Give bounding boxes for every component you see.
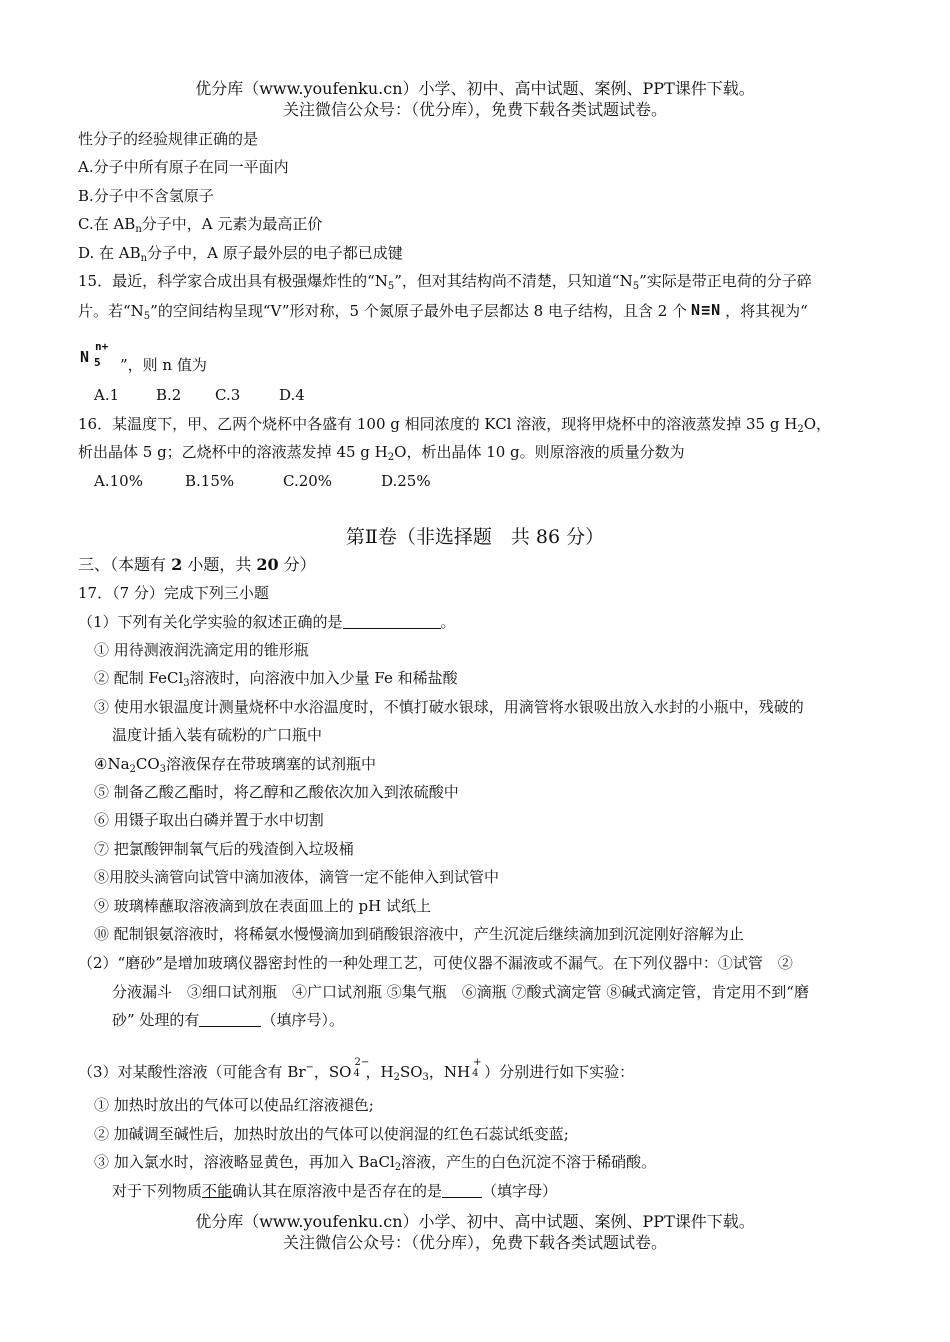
- q15-option-d: D.4: [279, 386, 305, 404]
- q14-option-b: B.分子中不含氢原子: [78, 187, 214, 205]
- q17-item-2: ② 配制 FeCl$_3$溶液时，向溶液中加入少量 Fe 和稀盐酸: [94, 669, 458, 689]
- header-line-1: 优分库（www.youfenku.cn）小学、初中、高中试题、案例、PPT课件下载。: [195, 79, 755, 98]
- n5-ion-formula: N 5 n+: [80, 340, 109, 369]
- q17-item-7: ⑦ 把氯酸钾制氧气后的残渣倒入垃圾桶: [94, 840, 354, 858]
- triple-bond-formula: N≡N: [691, 301, 722, 319]
- sulfate-charge: 2− 4: [353, 1057, 370, 1079]
- header-line-2: 关注微信公众号：（优分库），免费下载各类试题试卷。: [282, 100, 667, 119]
- q16-line-2: 析出晶体 5 g；乙烧杯中的溶液蒸发掉 45 g $H_2O$，析出晶体 10 g。则原溶液的质量分数为: [78, 443, 685, 463]
- q17-experiment-2: ② 加碱调至碱性后，加热时放出的气体可以使润湿的红色石蕊试纸变蓝;: [94, 1125, 569, 1143]
- q17-final-question: 对于下列物质不能确认其在原溶液中是否存在的是 （填字母）: [112, 1182, 558, 1200]
- q17-experiment-3: ③ 加入氯水时，溶液略显黄色，再加入 BaCl$_2$溶液，产生的白色沉淀不溶于稀硝酸。: [94, 1153, 657, 1173]
- q15-option-a: A.1: [94, 386, 120, 404]
- q17-item-1: ① 用待测液润洗滴定用的锥形瓶: [94, 641, 309, 659]
- q17-part-2-line-1: （2）“磨砂”是增加玻璃仪器密封性的一种处理工艺，可使仪器不漏液或不漏气。在下列仪器中：①试管 ②: [78, 954, 793, 972]
- q16-option-d: D.25%: [381, 472, 431, 490]
- footer-line-2: 关注微信公众号：（优分库），免费下载各类试题试卷。: [282, 1233, 667, 1252]
- q17-part-2-line-2: 分液漏斗 ③细口试剂瓶 ④广口试剂瓶 ⑤集气瓶 ⑥滴瓶 ⑦酸式滴定管 ⑧碱式滴定管，肯定用不到“磨: [112, 983, 809, 1001]
- q15-line-1: 15．最近，科学家合成出具有极强爆炸性的“$N_5$”，但对其结构尚不清楚，只知道“$N_5$”实际是带正电荷的分子碎: [78, 272, 812, 292]
- q17-experiment-1: ① 加热时放出的气体可以使品红溶液褪色;: [94, 1096, 374, 1114]
- q15-line-2: 片。若“$N_5$”的空间结构呈现“V”形对称，5 个氮原子最外电子层都达 8 电子结构，且含 2 个 N≡N ，将其视为“: [78, 301, 808, 322]
- q15-options: [94, 385, 305, 405]
- q15-line-3: ”，则 n 值为: [120, 356, 207, 374]
- q15-option-b: B.2: [156, 386, 182, 404]
- q17-item-3b: 温度计插入装有硫粉的广口瓶中: [112, 726, 323, 744]
- q17-item-3a: ③ 使用水银温度计测量烧杯中水浴温度时，不慎打破水银球，用滴管将水银吸出放入水封的小瓶中，残破的: [94, 698, 804, 716]
- q14-option-a: A.分子中所有原子在同一平面内: [78, 158, 289, 176]
- answer-blank-3[interactable]: [442, 1183, 482, 1198]
- ammonium-charge: + 4: [472, 1057, 482, 1079]
- q17-item-5: ⑤ 制备乙酸乙酯时，将乙醇和乙酸依次加入到浓硫酸中: [94, 783, 459, 801]
- q17-item-6: ⑥ 用镊子取出白磷并置于水中切割: [94, 811, 324, 829]
- q17-item-10: ⑩ 配制银氨溶液时，将稀氨水慢慢滴加到硝酸银溶液中，产生沉淀后继续滴加到沉淀刚好溶解为止: [94, 925, 744, 943]
- q17-part-1: （1）下列有关化学实验的叙述正确的是 。: [78, 613, 456, 631]
- q14-option-d: D. 在 $AB_n$分子中，A 原子最外层的电子都已成键: [78, 244, 403, 264]
- q17-item-8: ⑧用胶头滴管向试管中滴加液体，滴管一定不能伸入到试管中: [94, 868, 500, 886]
- q14-option-c: C.在 $AB_n$分子中，A 元素为最高正价: [78, 215, 323, 235]
- q17-item-4: $④Na_2CO_3$溶液保存在带玻璃塞的试剂瓶中: [94, 755, 377, 775]
- part-2-title: 第Ⅱ卷（非选择题 共 86 分）: [345, 526, 605, 548]
- q17-item-9: ⑨ 玻璃棒蘸取溶液滴到放在表面皿上的 pH 试纸上: [94, 897, 431, 915]
- q16-option-c: C.20%: [283, 472, 333, 490]
- q16-line-1: 16．某温度下，甲、乙两个烧杯中各盛有 100 g 相同浓度的 KCl 溶液，现将甲烧杯中的溶液蒸发掉 35 g $H_2O$，: [78, 415, 832, 435]
- q16-options: [94, 471, 431, 491]
- q16-option-a: A.10%: [94, 472, 143, 490]
- q14-stem: 性分子的经验规律正确的是: [78, 130, 259, 148]
- q15-option-c: C.3: [215, 386, 241, 404]
- answer-blank-2[interactable]: [199, 1012, 261, 1027]
- q17-part-2-line-3: 砂” 处理的有 （填序号）。: [112, 1011, 344, 1029]
- section-3-heading: 三、（本题有 2 小题，共 20 分）: [78, 555, 316, 574]
- q17-heading: 17．（7 分）完成下列三小题: [78, 584, 269, 602]
- q17-part-3: （3）对某酸性溶液（可能含有 Br−，SO 2− 4 ，$H_2SO_3$，NH + 4 ）分别进行如下实验：: [78, 1057, 635, 1083]
- footer-line-1: 优分库（www.youfenku.cn）小学、初中、高中试题、案例、PPT课件下载。: [195, 1212, 755, 1231]
- answer-blank-1[interactable]: [343, 614, 441, 629]
- q16-option-b: B.15%: [185, 472, 235, 490]
